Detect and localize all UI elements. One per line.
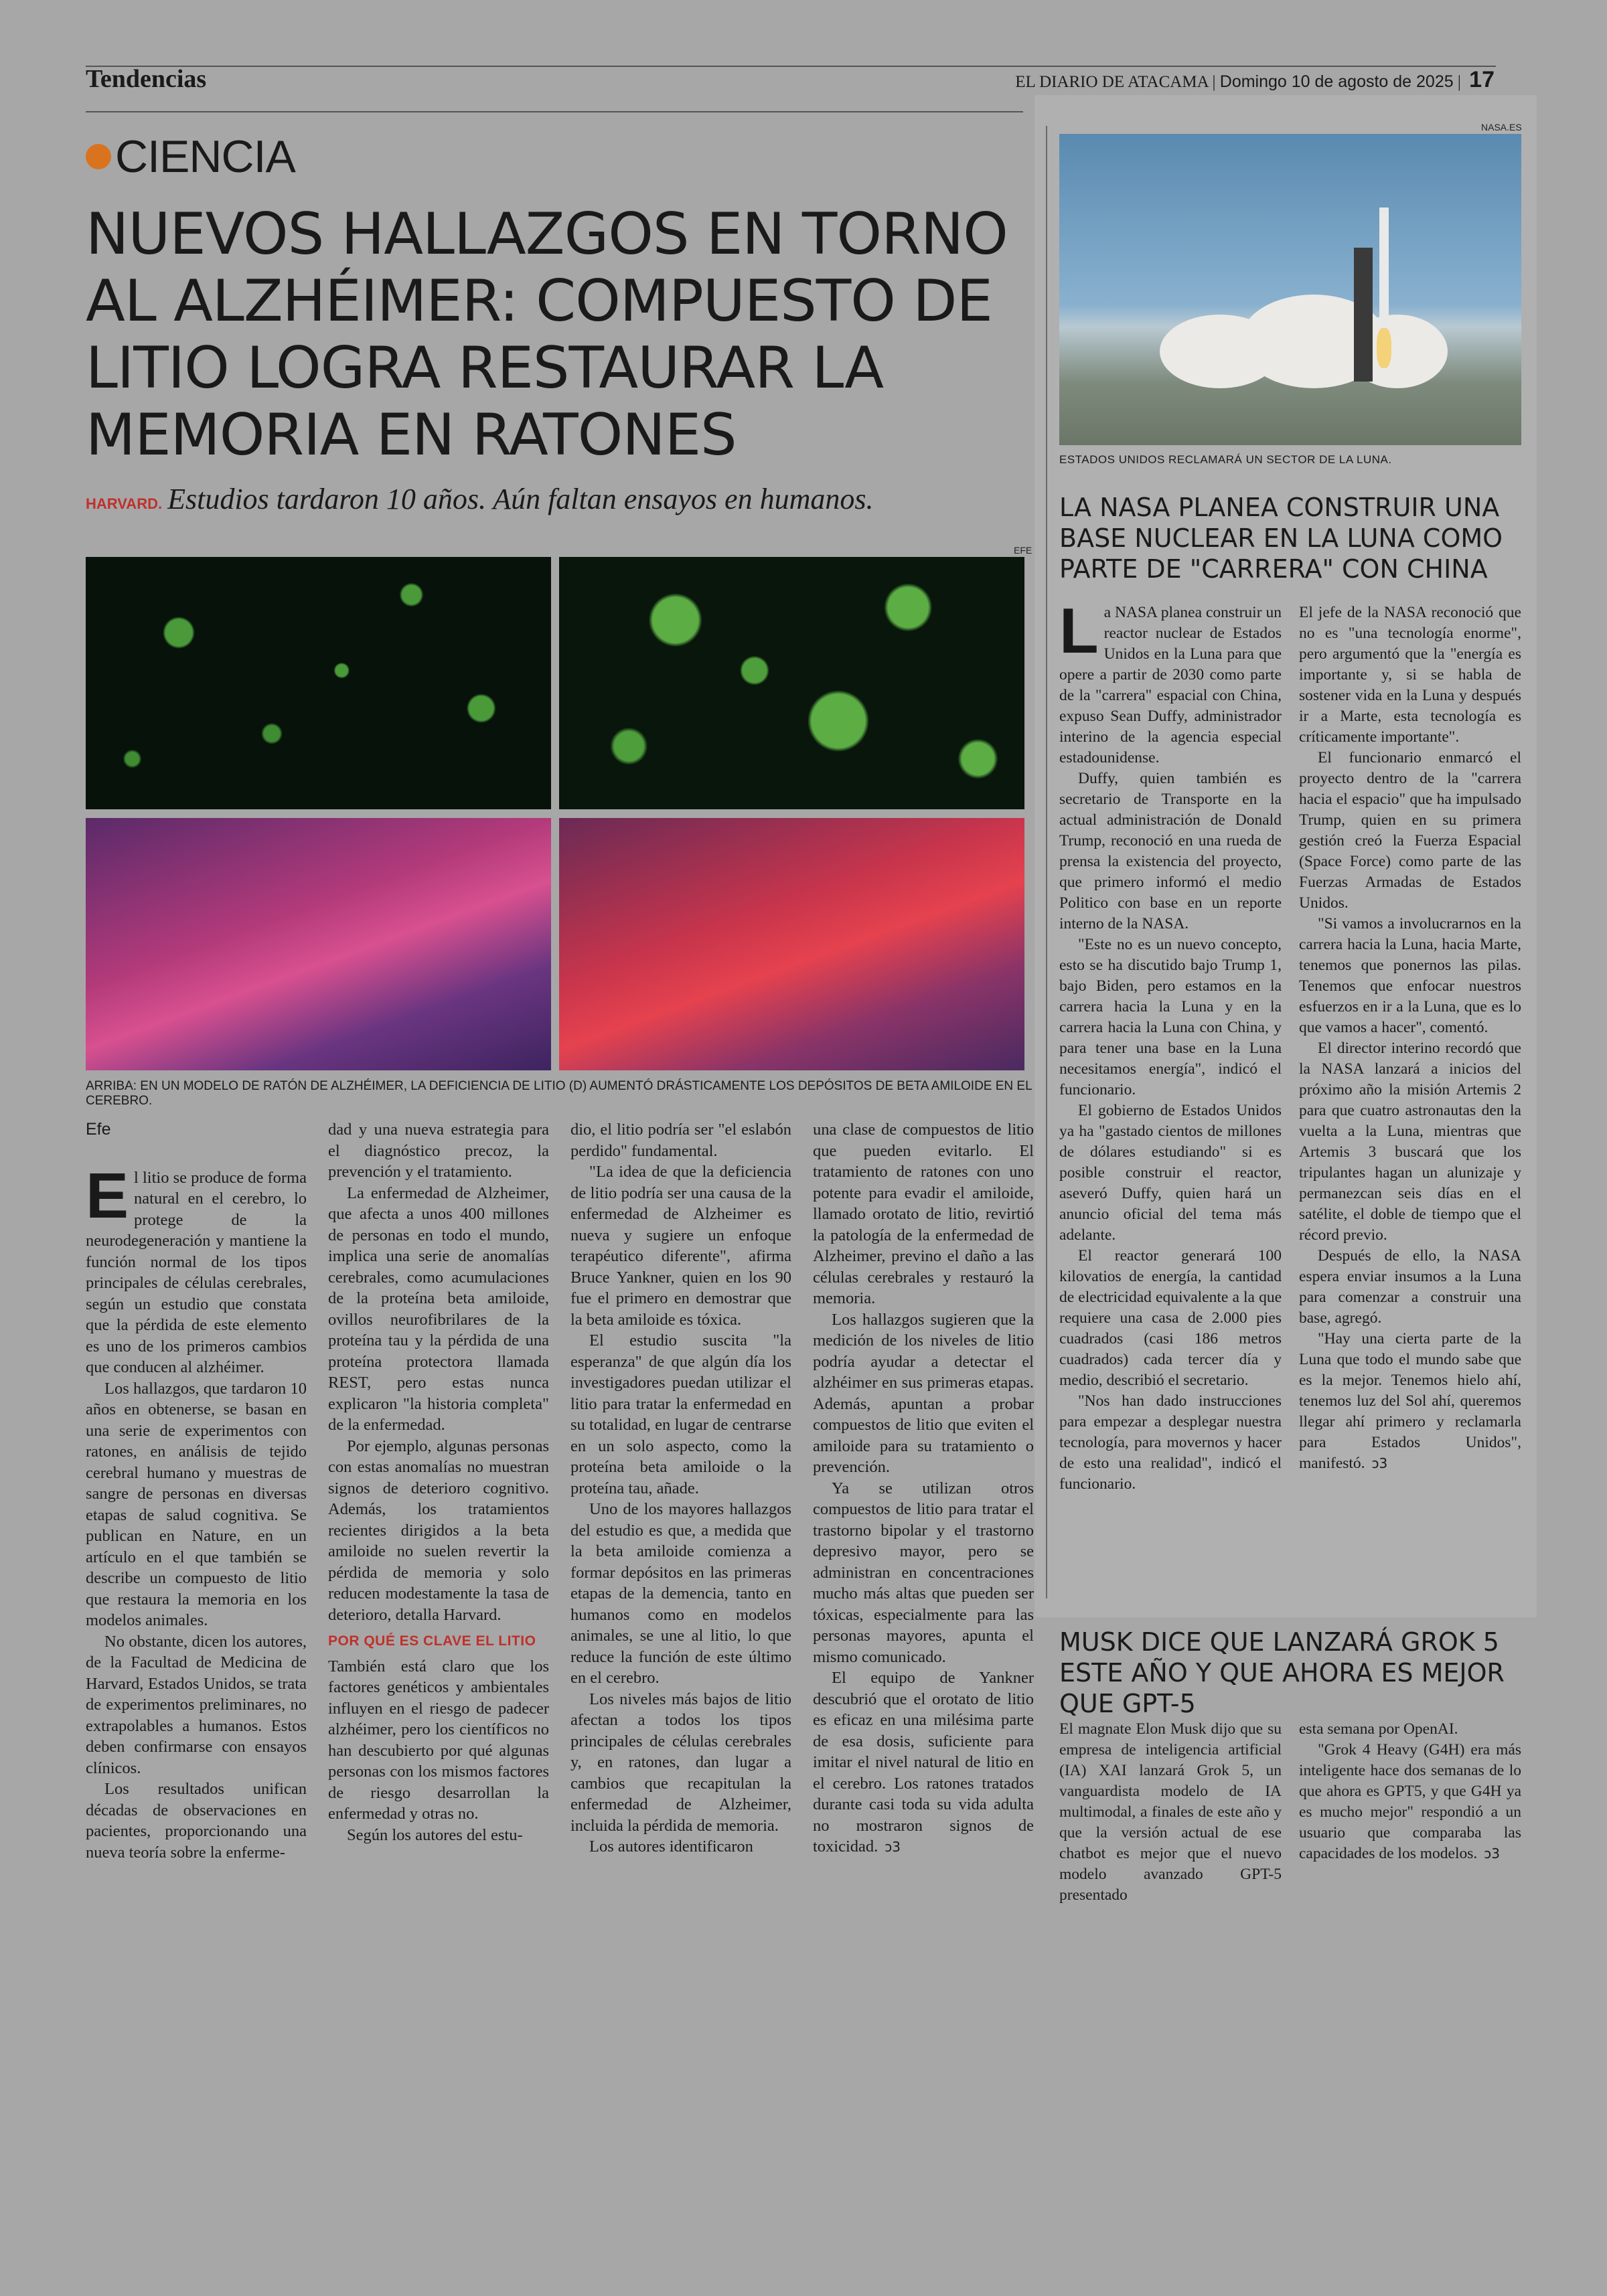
launch-tower bbox=[1354, 248, 1373, 382]
paragraph: Los niveles más bajos de litio afectan a todos los tipos principales de células cerebrales y, en ratones, dan lugar a cambios que recapitulan la enfermedad de Alzheimer, incluida la pérdida de memoria. bbox=[570, 1690, 791, 1835]
micro-image-pink-control bbox=[86, 818, 551, 1070]
sidebar-headline: LA NASA PLANEA CONSTRUIR UNA BASE NUCLEAR EN LA LUNA COMO PARTE DE "CARRERA" CON CHINA bbox=[1059, 493, 1503, 584]
main-column-2 bbox=[328, 1119, 549, 1846]
paragraph: Después de ello, la NASA espera enviar insumos a la Luna para comenzar a construir una base, agregó. bbox=[1299, 1247, 1521, 1327]
brief-column-1 bbox=[1059, 1719, 1282, 1906]
paragraph: "Si vamos a involucrarnos en la carrera hacia la Luna, hacia Marte, tenemos que ponernos las pilas. Tenemos que enfocar nuestros esfuerzos en ir a la Luna, que es lo que vamos a hacer", comentó. bbox=[1299, 915, 1521, 1036]
paragraph: "Hay una cierta parte de la Luna que todo el mundo sabe que es la mejor. Tenemos hielo ahí, tenemos luz del Sol ahí, queremos llegar ahí primero y reclamarla para Estados Unidos", manifestó. ↄ3 bbox=[1299, 1330, 1521, 1472]
sidebar-photo-caption: ESTADOS UNIDOS RECLAMARÁ UN SECTOR DE LA LUNA. bbox=[1059, 453, 1392, 466]
paragraph: El magnate Elon Musk dijo que su empresa de inteligencia artificial (IA) XAI lanzará Grok 5, un vanguardista modelo de IA multimodal, a finales de este año y que la versión actual de ese chatbot es mejor que el nuevo modelo avanzado GPT-5 presentado bbox=[1059, 1720, 1282, 1904]
paragraph: dio, el litio podría ser "el eslabón perdido" fundamental. bbox=[570, 1121, 791, 1160]
paragraph: "Grok 4 Heavy (G4H) era más inteligente hace dos semanas de lo que ahora es GPT5, y que G4H ya es mucho mejor" respondió a un usuario que comparaba las capacidades de los modelos. ↄ3 bbox=[1299, 1741, 1521, 1862]
paragraph: Los hallazgos, que tardaron 10 años en obtenerse, se basan en una serie de experimentos con ratones, en análisis de tejido cerebral humano y muestras de sangre de personas en diversas etapas de salud cognitiva. Se publican en Nature, en un artículo en el que también se describe un compuesto de litio que restaura la memoria en los modelos animales. bbox=[86, 1379, 307, 1629]
kicker-label: CIENCIA bbox=[115, 131, 295, 182]
paragraph: El litio se produce de forma natural en el cerebro, lo protege de la neurodegeneración y mantiene la función normal de los tipos principales de células cerebrales, según un estudio que constata que la pérdida de este elemento es uno de los primeros cambios que conducen al alzhéimer. bbox=[86, 1159, 307, 1376]
paragraph: No obstante, dicen los autores, de la Facultad de Medicina de Harvard, Estados Unidos, se trata de experimentos preliminares, no extrapolables a humanos. Estos deben confirmarse con ensayos clínicos. bbox=[86, 1632, 307, 1777]
dropcap: L bbox=[1059, 595, 1099, 667]
header-bottom-rule bbox=[86, 111, 1023, 112]
paragraph: El estudio suscita "la esperanza" de que algún día los investigadores puedan utilizar el litio para tratar la enfermedad en su totalidad, en lugar de centrarse en un solo aspecto, como la proteína beta amiloide o la proteína tau, añade. bbox=[570, 1331, 791, 1497]
byline: Efe bbox=[86, 1120, 111, 1139]
section-kicker bbox=[86, 131, 295, 183]
micro-image-green-control bbox=[86, 557, 551, 809]
sidebar-photo-credit: NASA.ES bbox=[1481, 122, 1522, 133]
paragraph: El funcionario enmarcó el proyecto dentro de la "carrera hacia el espacio" que ha impulsado Trump, quien en su primera gestión creó la Fuerza Espacial (Space Force) como parte de las Fuerzas Armadas de Estados Unidos. bbox=[1299, 749, 1521, 912]
brief-column-2 bbox=[1299, 1719, 1521, 1864]
main-column-4 bbox=[813, 1119, 1034, 1858]
paragraph: dad y una nueva estrategia para el diagnóstico precoz, la prevención y el tratamiento. bbox=[328, 1121, 549, 1181]
micro-image-green-lithium-deficient bbox=[559, 557, 1024, 809]
main-photo-caption: ARRIBA: EN UN MODELO DE RATÓN DE ALZHÉIMER, LA DEFICIENCIA DE LITIO (D) AUMENTÓ DRÁSTICAMENTE LOS DEPÓSITOS DE BETA AMILOIDE EN EL CEREBRO. bbox=[86, 1079, 1032, 1108]
end-mark-icon: ↄ3 bbox=[1484, 1846, 1500, 1862]
main-headline: NUEVOS HALLAZGOS EN TORNO AL ALZHÉIMER: COMPUESTO DE LITIO LOGRA RESTAURAR LA MEMORIA EN RATONES bbox=[86, 201, 1008, 469]
paragraph: El director interino recordó que la NASA lanzará a inicios del próximo año la misión Artemis 2 para que cuatro astronautas den la vuelta a la Luna, mientras que Artemis 3 buscará que los tripulantes hagan un alunizaje y permanezcan seis días en el satélite, el doble de tiempo que el récord previo. bbox=[1299, 1040, 1521, 1244]
rocket-flame bbox=[1377, 328, 1391, 368]
paragraph: El jefe de la NASA reconoció que no es "una tecnología enorme", pero argumentó que la "energía es importante y, si se habla de sostener vida en la Luna y después ir a Marte, esta tecnología es críticamente importante". bbox=[1299, 604, 1521, 746]
masthead: EL DIARIO DE ATACAMA | Domingo 10 de agosto de 2025 | 17 bbox=[1015, 67, 1495, 92]
paragraph: Por ejemplo, algunas personas con estas anomalías no muestran signos de deterioro cognitivo. Además, los tratamientos recientes dirigidos a la beta amiloide no suelen revertir la pérdida de memoria y solo reducen modestamente la tasa de deterioro, detalla Harvard. bbox=[328, 1437, 549, 1624]
paragraph: una clase de compuestos de litio que pueden evitarlo. El tratamiento de ratones con uno potente para evadir el amiloide, llamado orotato de litio, revirtió la patología de la enfermedad de Alzheimer, previno el daño a las células cerebrales y restauró la memoria. bbox=[813, 1121, 1034, 1307]
sidebar-vertical-rule bbox=[1046, 126, 1047, 1598]
paragraph: "Nos han dado instrucciones para empezar a desplegar nuestra tecnología, para movernos y hacer de esto una realidad", indicó el funcionario. bbox=[1059, 1392, 1282, 1493]
section-label: Tendencias bbox=[86, 65, 207, 93]
paragraph: El gobierno de Estados Unidos ya ha "gastado cientos de millones de dólares estudiando" si es posible construir el reactor, aseveró Duffy, quien hará un anuncio oficial del tema más adelante. bbox=[1059, 1102, 1282, 1244]
paragraph: El reactor generará 100 kilovatios de energía, la cantidad de electricidad equivalente a la que requiere una casa de 2.000 pies cuadrados (casi 186 metros cuadrados) cada tercer día y medio, describió el secretario. bbox=[1059, 1247, 1282, 1389]
paragraph: La enfermedad de Alzheimer, que afecta a unos 400 millones de personas en todo el mundo, implica una serie de anomalías cerebrales, como acumulaciones de la proteína beta amiloide, ovillos neurofibrilares de la proteína tau y la pérdida de una proteína protectora llamada REST, pero estas nunca explicaron "la historia completa" de la enfermedad. bbox=[328, 1183, 549, 1434]
paragraph: Los resultados unifican décadas de observaciones en pacientes, proporcionando una nueva teoría sobre la enferme- bbox=[86, 1780, 307, 1862]
dropcap: E bbox=[86, 1159, 129, 1232]
end-mark-icon: ↄ3 bbox=[885, 1839, 901, 1855]
page-number: 17 bbox=[1469, 67, 1495, 92]
micro-image-pink-lithium-deficient bbox=[559, 818, 1024, 1070]
paragraph: También está claro que los factores genéticos y ambientales influyen en el riesgo de padecer alzhéimer, pero los científicos no han descubierto por qué algunas personas con los mismos factores de riesgo desarrollan la enfermedad y otras no. bbox=[328, 1657, 549, 1823]
kicker-dot-icon bbox=[86, 144, 111, 169]
paragraph: El equipo de Yankner descubrió que el orotato de litio es eficaz en una milésima parte de esa dosis, suficiente para imitar el nivel natural de litio en el cerebro. Los ratones tratados durante casi toda su vida adulta no mostraron signos de toxicidad. ↄ3 bbox=[813, 1669, 1034, 1856]
end-mark-icon: ↄ3 bbox=[1371, 1455, 1388, 1471]
main-deck bbox=[86, 482, 1010, 516]
paragraph: "Este no es un nuevo concepto, esto se ha discutido bajo Trump 1, bajo Biden, pero estamos en la carrera hacia la Luna y en la carrera hacia la Luna con China, y para tener una base en la Luna necesitamos energía", indicó el funcionario. bbox=[1059, 936, 1282, 1098]
brief-headline: MUSK DICE QUE LANZARÁ GROK 5 ESTE AÑO Y QUE AHORA ES MEJOR QUE GPT-5 bbox=[1059, 1627, 1505, 1718]
paragraph: esta semana por OpenAI. bbox=[1299, 1720, 1458, 1738]
rocket-launch-photo bbox=[1059, 134, 1521, 445]
issue-date: Domingo 10 de agosto de 2025 bbox=[1219, 72, 1454, 91]
main-column-3 bbox=[570, 1119, 791, 1858]
sidebar-column-1 bbox=[1059, 595, 1282, 1495]
section-subhead: POR QUÉ ES CLAVE EL LITIO bbox=[328, 1633, 536, 1649]
paragraph: Ya se utilizan otros compuestos de litio para tratar el trastorno bipolar y el trastorno depresivo mayor, pero se administran en concentraciones mucho más altas que pueden ser tóxicas, especialmente para las personas mayores, apunta el mismo comunicado. bbox=[813, 1479, 1034, 1666]
sidebar-column-2 bbox=[1299, 602, 1521, 1474]
paragraph: Los hallazgos sugieren que la medición de los niveles de litio podría ayudar a detectar el alzhéimer en sus primeras etapas. Además, apuntan a probar compuestos de litio que eviten el amiloide para su tratamiento o prevención. bbox=[813, 1310, 1034, 1476]
deck-lead: HARVARD. bbox=[86, 495, 163, 512]
newspaper-name: EL DIARIO DE ATACAMA bbox=[1015, 73, 1209, 91]
rocket bbox=[1379, 208, 1389, 328]
main-column-1 bbox=[86, 1119, 307, 1863]
paragraph: La NASA planea construir un reactor nuclear de Estados Unidos en la Luna para que opere a partir de 2030 como parte de la "carrera" espacial con China, expuso Sean Duffy, administrador interino de la agencia especial estadounidense. bbox=[1059, 595, 1282, 766]
paragraph: Uno de los mayores hallazgos del estudio es que, a medida que la beta amiloide comienza a formar depósitos en las primeras etapas de la demencia, tanto en humanos como en modelos animales, se une al litio, lo que reduce la función de este último en el cerebro. bbox=[570, 1500, 791, 1687]
deck-text: Estudios tardaron 10 años. Aún faltan ensayos en humanos. bbox=[167, 483, 874, 515]
main-photo-credit: EFE bbox=[1014, 545, 1032, 556]
paragraph: "La idea de que la deficiencia de litio podría ser una causa de la enfermedad de Alzheimer es nueva y sugiere un enfoque terapéutico diferente", afirma Bruce Yankner, quien en los 90 fue el primero en demostrar que la beta amiloide es tóxica. bbox=[570, 1163, 791, 1329]
paragraph: Según los autores del estu- bbox=[347, 1825, 523, 1844]
paragraph: Duffy, quien también es secretario de Transporte en la actual administración de Donald Trump, reconoció en una rueda de prensa la existencia del proyecto, que primero informó el medio Politico con base en un reporte interno de la NASA. bbox=[1059, 770, 1282, 932]
paragraph: Los autores identificaron bbox=[589, 1837, 753, 1856]
